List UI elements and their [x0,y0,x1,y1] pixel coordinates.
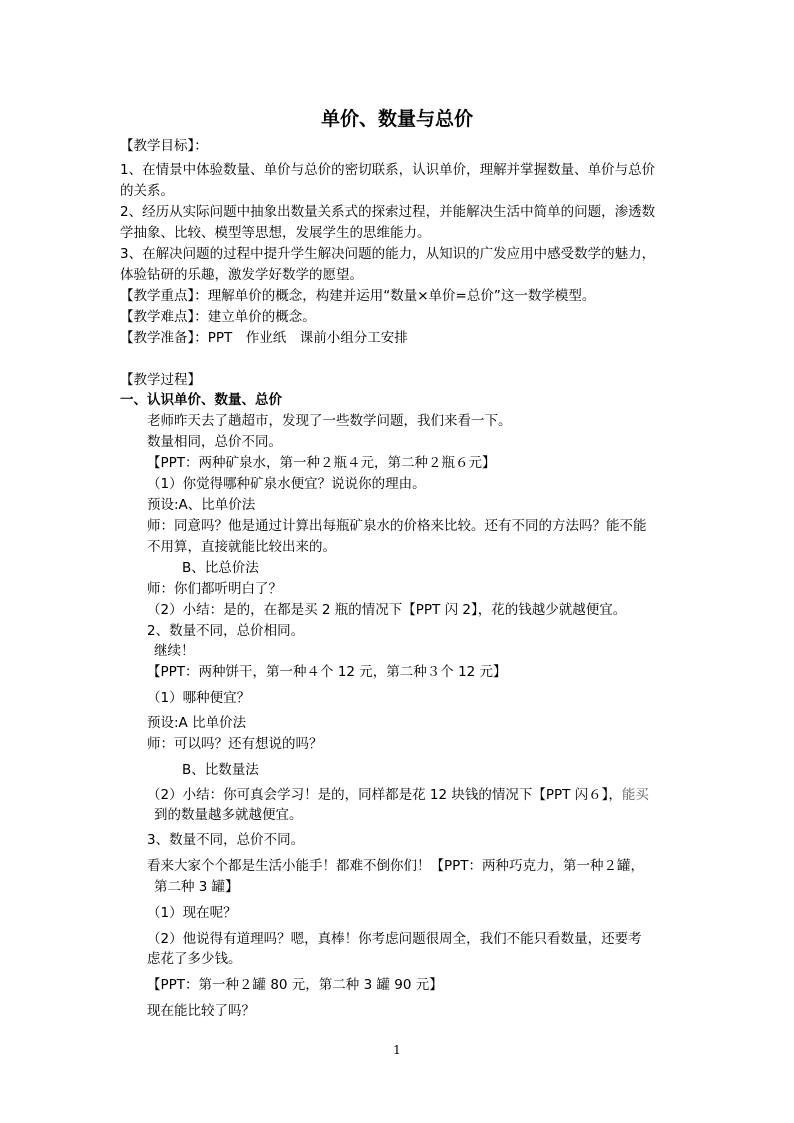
paragraph: 师：你们都听明白了？ [147,581,282,597]
sub-heading: 3、数量不同，总价不同。 [147,832,305,848]
ppt-note: 【PPT：两种矿泉水，第一种２瓶４元，第二种２瓶６元】 [147,455,496,471]
paragraph: 第二种 3 罐】 [154,879,239,895]
objective-2-line-2: 学抽象、比较、模型等思想，发展学生的思维能力。 [120,225,431,241]
page-number: 1 [393,1043,401,1057]
paragraph: 数量相同，总价不同。 [147,434,282,450]
paragraph: 预设:A、比单价法 [147,497,256,513]
difficulty: 【教学难点】：建立单价的概念。 [120,309,316,325]
objective-3-line-1: 3、在解决问题的过程中提升学生解决问题的能力，从知识的广发应用中感受数学的魅力， [120,246,656,262]
key-point: 【教学重点】：理解单价的概念，构建并运用“数量×单价=总价”这一数学模型。 [120,288,596,304]
question: （1）现在呢？ [147,905,237,921]
paragraph: 虑花了多少钱。 [147,951,242,967]
summary-text: （2）小结：你可真会学习！是的，同样都是花 12 块钱的情况下【PPT 闪６】， [147,787,622,803]
question: （1）你觉得哪种矿泉水便宜？说说你的理由。 [147,476,426,492]
section-1-heading: 一、认识单价、数量、总价 [120,392,282,408]
summary: 到的数量越多就越便宜。 [154,807,303,823]
summary [147,785,649,805]
process-label: 【教学过程】 [120,372,201,388]
objective-3-line-2: 体验钻研的乐趣，激发学好数学的愿望。 [120,267,363,283]
paragraph: 师：可以吗？还有想说的吗？ [147,736,323,752]
objectives-label: 【教学目标】： [120,138,208,154]
paragraph: （2）他说得有道理吗？嗯，真棒！你考虑问题很周全，我们不能只看数量，还要考 [147,931,642,947]
preparation: 【教学准备】：PPT 作业纸 课前小组分工安排 [120,330,408,346]
paragraph: 预设:A 比单价法 [147,715,247,731]
objective-2-line-1: 2、经历从实际问题中抽象出数量关系式的探索过程，并能解决生活中简单的问题，渗透数 [120,204,656,220]
question: （1）哪种便宜？ [147,690,251,706]
paragraph: 师：同意吗？他是通过计算出每瓶矿泉水的价格来比较。还有不同的方法吗？能不能 [147,518,647,534]
summary-text-gray: 能买 [621,787,649,803]
paragraph: 老师昨天去了趟超市，发现了一些数学问题，我们来看一下。 [147,413,512,429]
objective-1-line-2: 的关系。 [120,183,174,199]
paragraph: B、比总价法 [182,560,259,576]
page-title: 单价、数量与总价 [320,108,473,130]
question: 现在能比较了吗？ [147,1003,255,1019]
ppt-note: 【PPT：第一种２罐 80 元，第二种 3 罐 90 元】 [147,977,443,993]
paragraph: 不用算，直接就能比较出来的。 [147,539,336,555]
paragraph: 继续！ [154,643,195,659]
summary: （2）小结：是的，在都是买 2 瓶的情况下【PPT 闪 2】，花的钱越少就越便宜。 [147,602,627,618]
paragraph: 看来大家个个都是生活小能手！都难不倒你们！【PPT：两种巧克力，第一种２罐， [147,858,645,874]
sub-heading: 2、数量不同，总价相同。 [147,623,305,639]
paragraph: B、比数量法 [182,762,259,778]
ppt-note: 【PPT：两种饼干，第一种４个 12 元，第二种３个 12 元】 [147,664,507,680]
objective-1-line-1: 1、在情景中体验数量、单价与总价的密切联系，认识单价，理解并掌握数量、单价与总价 [120,162,656,178]
